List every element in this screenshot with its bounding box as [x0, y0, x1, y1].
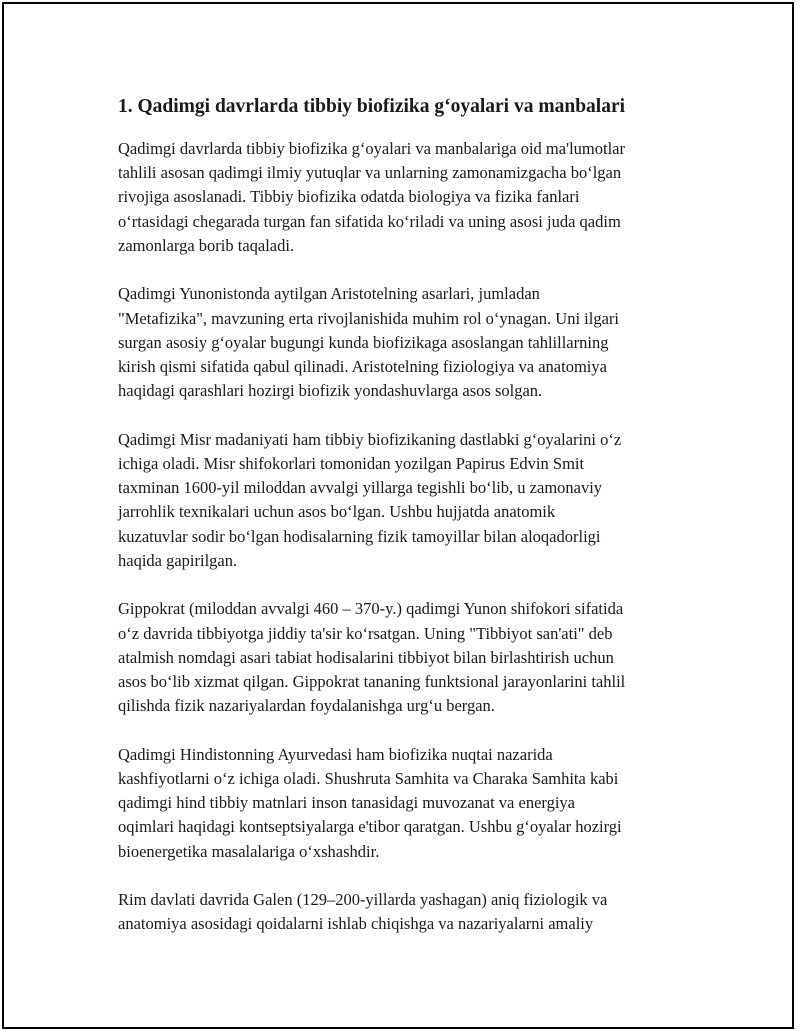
text-line: atalmish nomdagi asari tabiat hodisalarini tibbiyot bilan birlashtirish uchun	[118, 647, 614, 667]
text-line: asos bo‘lib xizmat qilgan. Gippokrat tananing funktsional jarayonlarini tahlil	[118, 672, 626, 692]
text-line: o‘rtasidagi chegarada turgan fan sifatida ko‘riladi va uning asosi juda qadim	[118, 211, 621, 231]
text-line: Qadimgi Misr madaniyati ham tibbiy biofizikaning dastlabki g‘oyalarini o‘z	[118, 429, 622, 449]
text-line: o‘z davrida tibbiyotga jiddiy ta'sir ko‘rsatgan. Uning "Tibbiyot san'ati" deb	[118, 623, 613, 643]
text-line: ichiga oladi. Misr shifokorlari tomonidan yozilgan Papirus Edvin Smit	[118, 454, 585, 474]
document-content	[118, 95, 690, 961]
text-line: kirish qismi sifatida qabul qilinadi. Aristotelning fiziologiya va anatomiya	[118, 357, 607, 377]
text-line: kuzatuvlar sodir bo‘lgan hodisalarning fizik tamoyillar bilan aloqadorligi	[118, 526, 601, 546]
text-line: haqida gapirilgan.	[118, 550, 238, 570]
text-line: rivojiga asoslanadi. Tibbiy biofizika odatda biologiya va fizika fanlari	[118, 187, 580, 207]
text-line: jarrohlik texnikalari uchun asos bo‘lgan. Ushbu hujjatda anatomik	[118, 502, 556, 522]
text-line: Rim davlati davrida Galen (129–200-yillarda yashagan) aniq fiziologik va	[118, 890, 608, 910]
text-line: surgan asosiy g‘oyalar bugungi kunda biofizikaga asoslangan tahlillarning	[118, 332, 609, 352]
paragraph-1	[118, 137, 690, 258]
section-heading: 1. Qadimgi davrlarda tibbiy biofizika g‘oyalari va manbalari	[118, 96, 626, 117]
text-line: Qadimgi Hindistonning Ayurvedasi ham biofizika nuqtai nazarida	[118, 744, 553, 764]
text-line: tahlili asosan qadimgi ilmiy yutuqlar va unlarning zamonamizgacha bo‘lgan	[118, 163, 622, 183]
text-line: anatomiya asosidagi qoidalarni ishlab chiqishga va nazariyalarni amaliy	[118, 914, 594, 934]
paragraph-4	[118, 597, 690, 718]
text-line: oqimlari haqidagi kontseptsiyalarga e'tibor qaratgan. Ushbu g‘oyalar hozirgi	[118, 817, 622, 837]
paragraph-5	[118, 743, 690, 864]
text-line: kashfiyotlarni o‘z ichiga oladi. Shushruta Samhita va Charaka Samhita kabi	[118, 769, 619, 789]
text-line: qadimgi hind tibbiy matnlari inson tanasidagi muvozanat va energiya	[118, 793, 576, 813]
text-line: Gippokrat (miloddan avvalgi 460 – 370-y.) qadimgi Yunon shifokori sifatida	[118, 599, 624, 619]
text-line: haqidagi qarashlari hozirgi biofizik yondashuvlarga asos solgan.	[118, 381, 543, 401]
text-line: taxminan 1600-yil miloddan avvalgi yillarga tegishli bo‘lib, u zamonaviy	[118, 478, 603, 498]
text-line: Qadimgi Yunonistonda aytilgan Aristotelning asarlari, jumladan	[118, 284, 540, 304]
paragraph-3	[118, 428, 690, 573]
text-line: "Metafizika", mavzuning erta rivojlanishida muhim rol o‘ynagan. Uni ilgari	[118, 308, 620, 328]
paragraph-6	[118, 888, 690, 936]
paragraph-2	[118, 282, 690, 403]
text-line: bioenergetika masalalariga o‘xshashdir.	[118, 841, 380, 861]
text-line: qilishda fizik nazariyalardan foydalanishga urg‘u bergan.	[118, 696, 495, 716]
text-line: Qadimgi davrlarda tibbiy biofizika g‘oyalari va manbalariga oid ma'lumotlar	[118, 139, 625, 158]
text-line: zamonlarga borib taqaladi.	[118, 235, 295, 255]
